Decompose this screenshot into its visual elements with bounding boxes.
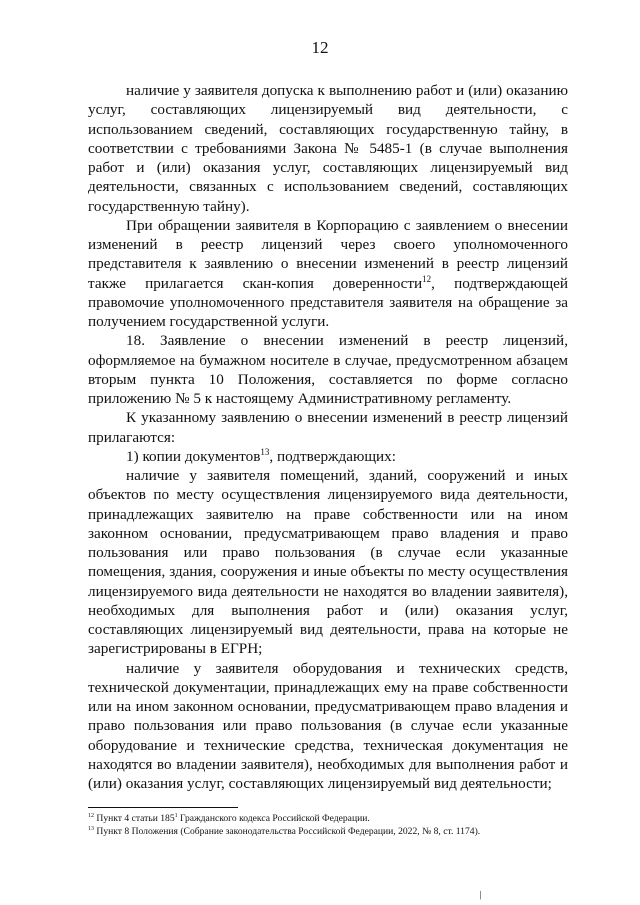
paragraph-representative	[88, 216, 568, 332]
footnote-12	[88, 813, 568, 826]
paragraph-premises: наличие у заявителя помещений, зданий, сооружений и иных объектов по месту осуществления лицензируемого вида деятельности, принадлежащих заявителю на праве собственности или на ином законном основании, предусматривающем право владения и право пользования или право пользования (в случае если указанные помещения, здания, сооружения и иные объекты по месту осуществления лицензируемого вида деятельности не находятся во владении заявителя), необходимых для выполнения работ и (или) оказания услуг, составляющих лицензируемый вид деятельности, права на которые не зарегистрированы в ЕГРН;	[88, 467, 568, 658]
paragraph-clearance: наличие у заявителя допуска к выполнению работ и (или) оказанию услуг, составляющих лицензируемый вид деятельности, с использованием сведений, составляющих государственную тайну, в соответствии с требованиями Закона № 5485-1 (в случае выполнения работ и (или) оказания услуг, составляющих лицензируемый вид деятельности, связанных с использованием сведений, составляющих государственную тайну).	[88, 82, 568, 215]
scan-artifact-mark: /	[476, 887, 485, 903]
paragraph-equipment: наличие у заявителя оборудования и технических средств, технической документации, принадлежащих ему на праве собственности или на ином законном основании, предусматривающем право владения и право пользования или право пользования (в случае если указанные оборудование и технические средства, техническая документация не находятся во владении заявителя), необходимых для выполнения работ и (или) оказания услуг, составляющих лицензируемый вид деятельности;	[88, 659, 568, 792]
footnote-text: Пункт 4 статьи 185	[94, 813, 175, 824]
footnote-13	[88, 826, 568, 839]
paragraph-item-18: 18. Заявление о внесении изменений в реестр лицензий, оформляемое на бумажном носителе в случае, предусмотренном абзацем вторым пункта 10 Положения, составляется по форме согласно приложению № 5 к настоящему Административному регламенту.	[88, 332, 568, 407]
footnote-text: Пункт 8 Положения (Собрание законодательства Российской Федерации, 2022, № 8, ст. 1174).	[94, 825, 481, 837]
paragraph-attachments-intro: К указанному заявлению о внесении изменений в реестр лицензий прилагаются:	[88, 409, 568, 446]
footnote-ref-12: 12	[422, 273, 432, 284]
footnote-text: Гражданского кодекса Российской Федерации.	[177, 813, 370, 824]
paragraph-text: , подтверждающих:	[269, 447, 396, 465]
footnote-marker: 13	[88, 825, 94, 832]
footnote-divider	[88, 807, 238, 808]
document-body	[88, 81, 568, 793]
footnote-text-superscript: 1	[174, 812, 178, 819]
footnote-ref-13: 13	[260, 446, 270, 457]
paragraph-text: 1) копии документов	[126, 447, 261, 465]
footnotes	[88, 813, 568, 838]
footnote-marker: 12	[88, 812, 94, 819]
paragraph-text: При обращении заявителя в Корпорацию с заявлением о внесении изменений в реестр лицензий через своего уполномоченного представителя к заявлению о внесении изменений в реестр лицензий также прилагается скан-копия доверенности	[88, 216, 568, 292]
page-number: 12	[311, 38, 329, 57]
paragraph-text: , подтверждающей правомочие уполномоченного представителя заявителя на обращение за получением государственной услуги.	[88, 274, 569, 330]
paragraph-list-item-1	[88, 447, 568, 466]
